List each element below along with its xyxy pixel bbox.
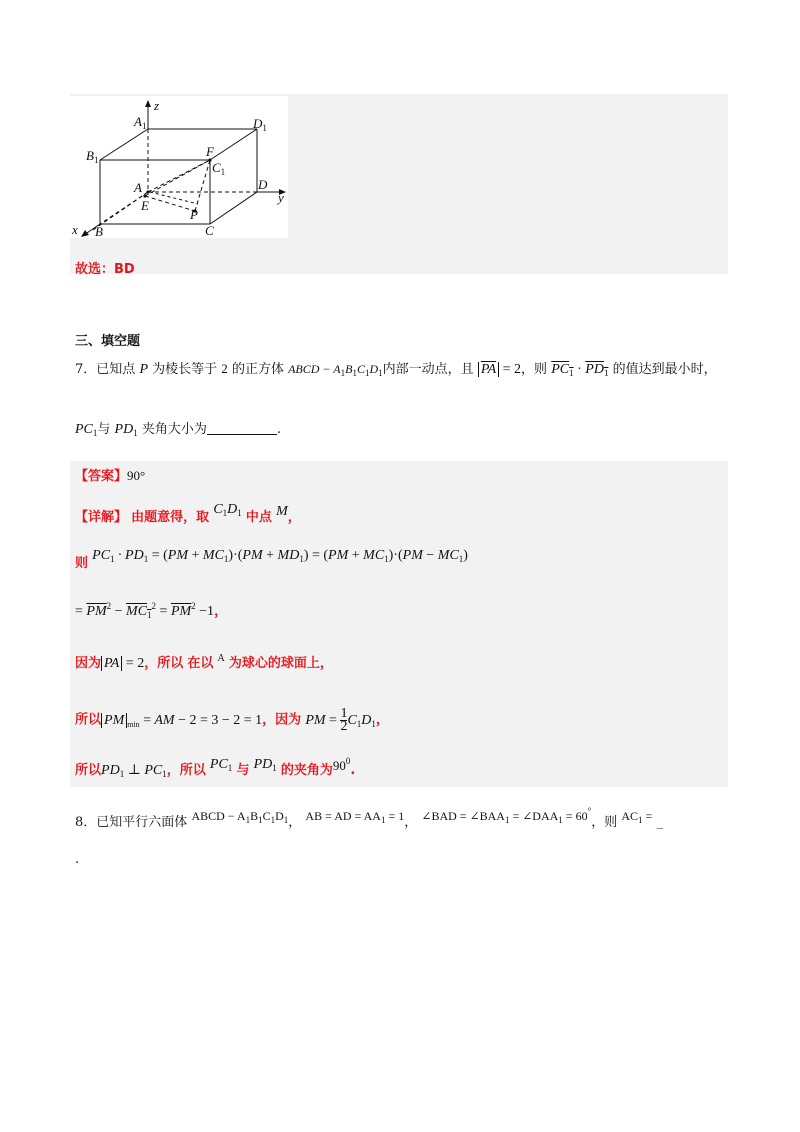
q7-text-b: 为棱长等于 [152,362,218,377]
q7-vector-PD1: $PD_1$ [114,422,138,438]
q8-target: $AC_1$ = [621,809,653,825]
because-point-A: A [217,653,225,664]
conclusion-perp: $PD_1$ ⊥ $PC_1$ [101,763,167,779]
q8-solid-name: ABCD − $A_1B_1C_1D_1$ [191,809,289,825]
q7-text-c: 的正方体 [231,362,284,377]
axis-label-y: y [278,190,284,205]
detail-comma: ， [287,510,301,525]
vertex-label-B1: $B_1$ [86,148,99,165]
conclusion-PD1: $PD_1$ [253,757,277,773]
conclusion-text: 所以 [75,763,102,778]
q7-equation-line-1 [75,548,468,571]
because-text-c: 在以 [187,656,214,671]
question-8-line-1 [75,806,663,830]
q7-text-e: ，则 [521,362,548,377]
axis-label-z: z [154,98,160,113]
vertex-label-P: P [190,207,198,222]
so-text-b: ，因为 [262,712,302,728]
conclusion-text-c: 与 [236,763,250,778]
detail-point-M: M [276,504,288,519]
q7-text-f: 的值达到最小时， [612,362,717,377]
because-text: 因为 [75,656,102,671]
q7-because-line [75,652,333,672]
answer-value: 90° [127,468,146,483]
q7-edge-length: 2 [221,361,228,376]
q8-blank: _ [656,815,663,830]
because-text-d: 为球心的球面上， [228,656,333,671]
answer-tag: 【答案】 [75,469,128,484]
q7-text-g: 与 [97,422,111,437]
q7-condition: $\overline{PA} = 2$ [478,362,521,377]
vertex-label-C: C [205,223,214,238]
conclusion-text-d: 的夹角为 [280,763,333,778]
because-condition: PA = 2 [101,656,144,671]
so-equation-b: PM = $\frac{1}{2}$ $C_1D_1$ [305,706,376,734]
q7-answer-blank [207,421,277,435]
detail-segment-C1D1: $C_1D_1$ [213,502,242,518]
detail-text-b: 中点 [245,510,272,525]
conclusion-angle: $90^0$ [332,756,351,773]
vertex-label-B: B [95,224,103,239]
q8-edge-condition: AB = AD = $AA_1 = 1$ [305,809,405,825]
question-7-line-1 [75,358,717,378]
conclusion-PC1: $PC_1$ [209,757,233,773]
q7-cube-name: ABCD − $A_1B_1C_1D_1$ [288,362,383,378]
q7-end: . [276,422,282,437]
vertex-label-F: F [206,144,214,159]
vertex-label-E: E [141,198,149,213]
so-comma: ， [375,712,389,728]
conclusion-dot: . [350,763,356,778]
question-8-number: 8． [75,815,97,830]
axis-label-x: x [72,222,78,237]
q8-angle-condition: ∠BAD = $\angle BAA_1$ = $\angle DAA_1 = 60^\circ$ [421,806,592,825]
q7-detail-line [75,502,301,525]
q7-answer-line [75,465,145,484]
question-7-line-2 [75,418,281,438]
so-text: 所以 [75,712,102,728]
q8-period: . [75,852,80,867]
q8-comma-1: ， [288,815,302,830]
section-title: 三、填空题 [75,334,141,349]
so-equation: PM $_{min}$ = AM − 2 = 3 − 2 = 1 [101,713,262,728]
q7-equation-line-2 [75,600,227,620]
vertex-label-D: D [258,177,268,192]
q7-dot-product: $PC_1 \cdot PD_1$ [551,362,609,378]
vertex-label-C1: $C_1$ [212,160,226,177]
equation-1: $PC_1 \cdot PD_1 = (PM + MC_1)\cdot(PM + MD_1) = (PM + MC_1)\cdot(PM - MC_1)$ [92,548,468,564]
question-7-number: 7． [75,362,97,377]
q8-text-a: 已知平行六面体 [96,815,188,830]
q7-so-line [75,708,389,733]
q7-text-h: 夹角大小为 [141,422,207,437]
previous-answer: 故选：BD [75,262,135,277]
because-text-b: ，所以 [144,656,184,671]
conclusion-text-b: ，所以 [166,763,206,778]
vertex-label-A1: $A_1$ [134,114,147,131]
detail-then: 则 [75,556,89,571]
q7-conclusion-line [75,756,355,779]
equation-2-comma: ， [214,604,228,619]
q8-comma-2: ， [404,815,418,830]
detail-text-a: 由题意得，取 [131,510,210,525]
equation-2: = $\overline{PM}^2 - MC_1^2 = \overline{PM}^2 -1$ [75,601,215,620]
q8-text-d: ，则 [591,815,618,830]
q7-text-a: 已知点 [96,362,136,377]
q7-text-d: 内部一动点，且 [382,362,474,377]
detail-tag: 【详解】 [75,510,128,525]
vertex-label-A: A [134,180,142,195]
vertex-label-D1: $D_1$ [253,116,267,133]
q7-point-P: P [139,362,148,377]
q7-vector-PC1: $PC_1$ [75,422,98,438]
